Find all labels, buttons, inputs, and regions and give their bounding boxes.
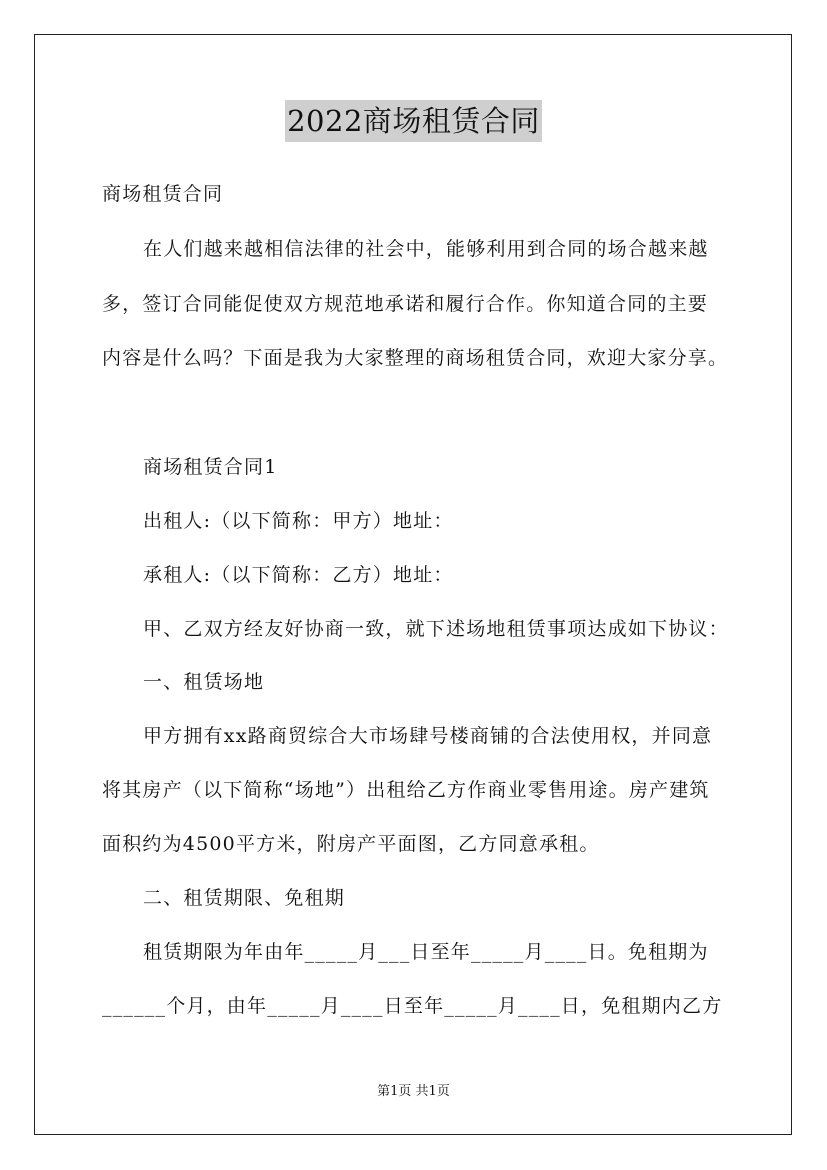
intro-line-1: 在人们越来越相信法律的社会中，能够利用到合同的场合越来越 [143, 238, 709, 260]
section1-heading: 一、租赁场地 [143, 671, 265, 693]
document-title: 2022商场租赁合同 [285, 100, 542, 142]
title-container [0, 100, 827, 142]
document-subtitle: 商场租赁合同 [102, 183, 224, 205]
intro-line-2: 多，签订合同能促使双方规范地承诺和履行合作。你知道合同的主要 [102, 293, 709, 315]
section1-line-1: 甲方拥有xx路商贸综合大市场肆号楼商铺的合法使用权，并同意 [143, 725, 713, 747]
section2-line-1: 租赁期限为年由年_____月___日至年_____月____日。免租期为 [143, 941, 709, 963]
page-footer: 第1页 共1页 [377, 1084, 450, 1099]
section1-line-3: 面积约为4500平方米，附房产平面图，乙方同意承租。 [102, 833, 600, 855]
agreement-line: 甲、乙双方经友好协商一致，就下述场地租赁事项达成如下协议： [143, 618, 729, 640]
section1-line-2: 将其房产（以下简称“场地”）出租给乙方作商业零售用途。房产建筑 [102, 779, 710, 801]
lessee-line: 承租人:（以下简称：乙方）地址： [143, 564, 454, 586]
section2-heading: 二、租赁期限、免租期 [143, 887, 346, 909]
intro-line-3: 内容是什么吗？下面是我为大家整理的商场租赁合同，欢迎大家分享。 [102, 347, 729, 369]
lessor-line: 出租人:（以下简称：甲方）地址： [143, 510, 454, 532]
contract-heading: 商场租赁合同1 [143, 456, 278, 478]
section2-line-2: ______个月，由年_____月____日至年_____月____日，免租期内乙方 [102, 995, 723, 1017]
